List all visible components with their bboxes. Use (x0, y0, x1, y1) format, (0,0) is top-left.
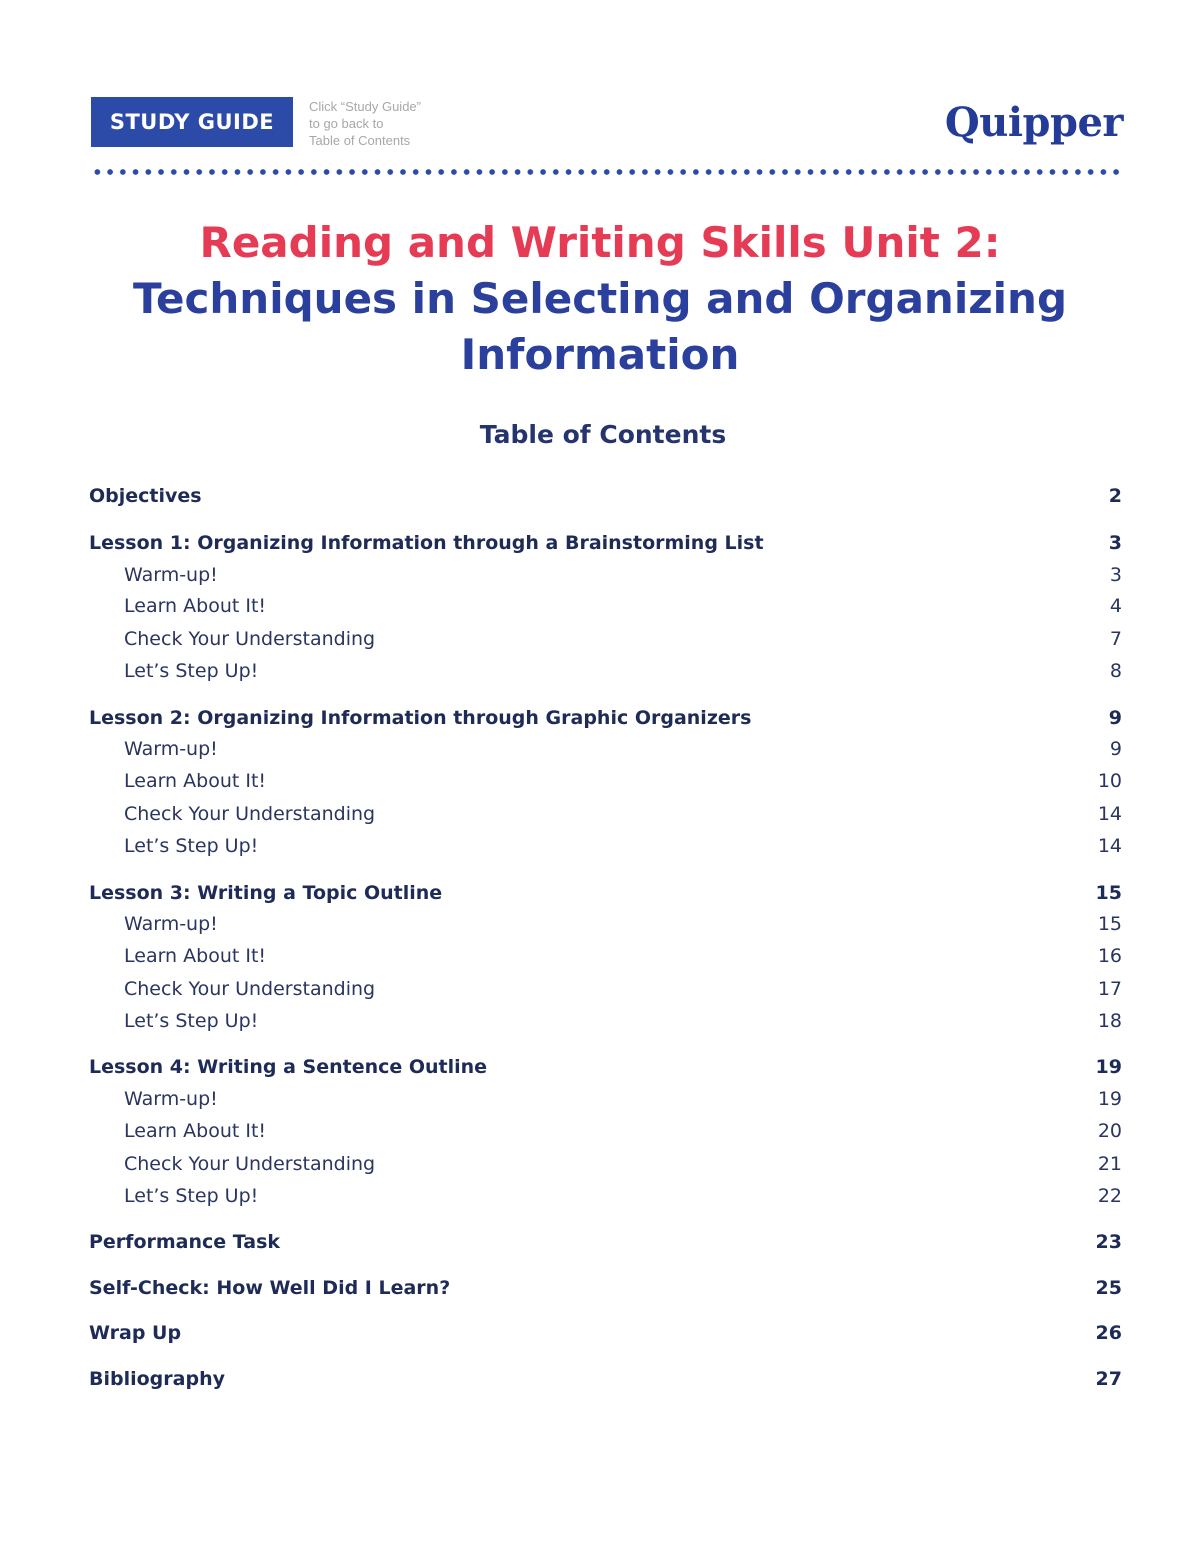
study-guide-button[interactable]: STUDY GUIDE (91, 97, 293, 147)
toc-entry-page: 16 (1097, 945, 1122, 967)
toc-subentry[interactable] (89, 1006, 1122, 1036)
toc-subentry[interactable] (89, 591, 1122, 621)
toc-entry-page: 25 (1095, 1277, 1122, 1299)
toc-entry[interactable] (89, 1052, 1122, 1082)
toc-entry-label: Check Your Understanding (124, 628, 376, 650)
toc-entry-label: Lesson 1: Organizing Information through a Brainstorming List (89, 532, 764, 554)
toc-entry-page: 15 (1097, 913, 1122, 935)
toc-entry-page: 7 (1109, 628, 1122, 650)
title-line-3: Information (460, 330, 740, 379)
toc-entry-page: 3 (1108, 532, 1122, 554)
toc-entry-label: Let’s Step Up! (124, 835, 259, 857)
toc-entry[interactable] (89, 878, 1122, 908)
toc-heading: Table of Contents (479, 420, 727, 449)
toc-entry[interactable] (89, 1273, 1122, 1303)
toc-entry-page: 20 (1097, 1120, 1122, 1142)
study-guide-hint (309, 98, 489, 149)
title-line-2: Techniques in Selecting and Organizing (132, 274, 1068, 323)
toc-entry-page: 15 (1095, 882, 1122, 904)
toc-entry-label: Wrap Up (89, 1322, 182, 1344)
toc-entry-label: Check Your Understanding (124, 803, 376, 825)
toc-entry-label: Warm-up! (124, 564, 218, 586)
toc-entry-page: 21 (1097, 1153, 1122, 1175)
toc-entry-label: Let’s Step Up! (124, 1185, 259, 1207)
toc-entry-label: Performance Task (89, 1231, 281, 1253)
document-title (60, 215, 1140, 383)
toc-entry-page: 23 (1095, 1231, 1122, 1253)
toc-subentry[interactable] (89, 941, 1122, 971)
toc-entry[interactable] (89, 703, 1122, 733)
dotted-divider (91, 168, 1123, 176)
toc-subentry[interactable] (89, 909, 1122, 939)
toc-entry-page: 22 (1097, 1185, 1122, 1207)
toc-entry[interactable] (89, 1318, 1122, 1348)
hint-line: Table of Contents (309, 133, 411, 148)
toc-entry-page: 17 (1097, 978, 1122, 1000)
toc-subentry[interactable] (89, 560, 1122, 590)
toc-entry-label: Let’s Step Up! (124, 660, 259, 682)
toc-subentry[interactable] (89, 1149, 1122, 1179)
title-line-1: Reading and Writing Skills Unit 2: (199, 218, 1001, 267)
header (91, 97, 1123, 153)
hint-line: Click “Study Guide” (309, 99, 421, 114)
toc-entry-page: 18 (1097, 1010, 1122, 1032)
toc-entry-page: 14 (1097, 803, 1122, 825)
toc-entry-label: Lesson 3: Writing a Topic Outline (89, 882, 443, 904)
toc-subentry[interactable] (89, 1116, 1122, 1146)
toc-subentry[interactable] (89, 624, 1122, 654)
toc-subentry[interactable] (89, 1084, 1122, 1114)
toc-entry[interactable] (89, 481, 1122, 511)
toc-entry[interactable] (89, 1364, 1122, 1394)
toc-entry-label: Objectives (89, 485, 202, 507)
toc-entry[interactable] (89, 1227, 1122, 1257)
toc-subentry[interactable] (89, 656, 1122, 686)
toc-entry-page: 8 (1109, 660, 1122, 682)
toc-entry-label: Self-Check: How Well Did I Learn? (89, 1277, 451, 1299)
toc-entry-label: Let’s Step Up! (124, 1010, 259, 1032)
toc-entry-page: 10 (1097, 770, 1122, 792)
toc-entry-label: Learn About It! (124, 595, 267, 617)
quipper-logo: Quipper (944, 99, 1123, 146)
toc-entry-page: 27 (1095, 1368, 1122, 1390)
toc-subentry[interactable] (89, 1181, 1122, 1211)
toc-subentry[interactable] (89, 734, 1122, 764)
toc-entry-label: Bibliography (89, 1368, 225, 1390)
hint-line: to go back to (309, 116, 384, 131)
toc-entry-label: Check Your Understanding (124, 978, 376, 1000)
toc-entry-page: 4 (1109, 595, 1122, 617)
toc-entry-page: 9 (1109, 738, 1122, 760)
toc-entry-page: 2 (1108, 485, 1122, 507)
toc-subentry[interactable] (89, 799, 1122, 829)
toc-entry-page: 19 (1097, 1088, 1122, 1110)
toc-subentry[interactable] (89, 766, 1122, 796)
toc-subentry[interactable] (89, 831, 1122, 861)
toc-entry-label: Warm-up! (124, 738, 218, 760)
toc-entry-label: Lesson 2: Organizing Information through Graphic Organizers (89, 707, 752, 729)
toc-entry-label: Lesson 4: Writing a Sentence Outline (89, 1056, 488, 1078)
toc-subentry[interactable] (89, 974, 1122, 1004)
toc-entry-label: Warm-up! (124, 1088, 218, 1110)
toc-entry-label: Learn About It! (124, 945, 267, 967)
toc-entry-label: Check Your Understanding (124, 1153, 376, 1175)
toc-entry-page: 3 (1109, 564, 1122, 586)
toc-entry-page: 14 (1097, 835, 1122, 857)
toc-entry-label: Warm-up! (124, 913, 218, 935)
toc-entry[interactable] (89, 528, 1122, 558)
toc-entry-label: Learn About It! (124, 1120, 267, 1142)
toc-entry-page: 19 (1095, 1056, 1122, 1078)
toc-entry-page: 26 (1095, 1322, 1122, 1344)
toc-entry-page: 9 (1108, 707, 1122, 729)
toc-entry-label: Learn About It! (124, 770, 267, 792)
